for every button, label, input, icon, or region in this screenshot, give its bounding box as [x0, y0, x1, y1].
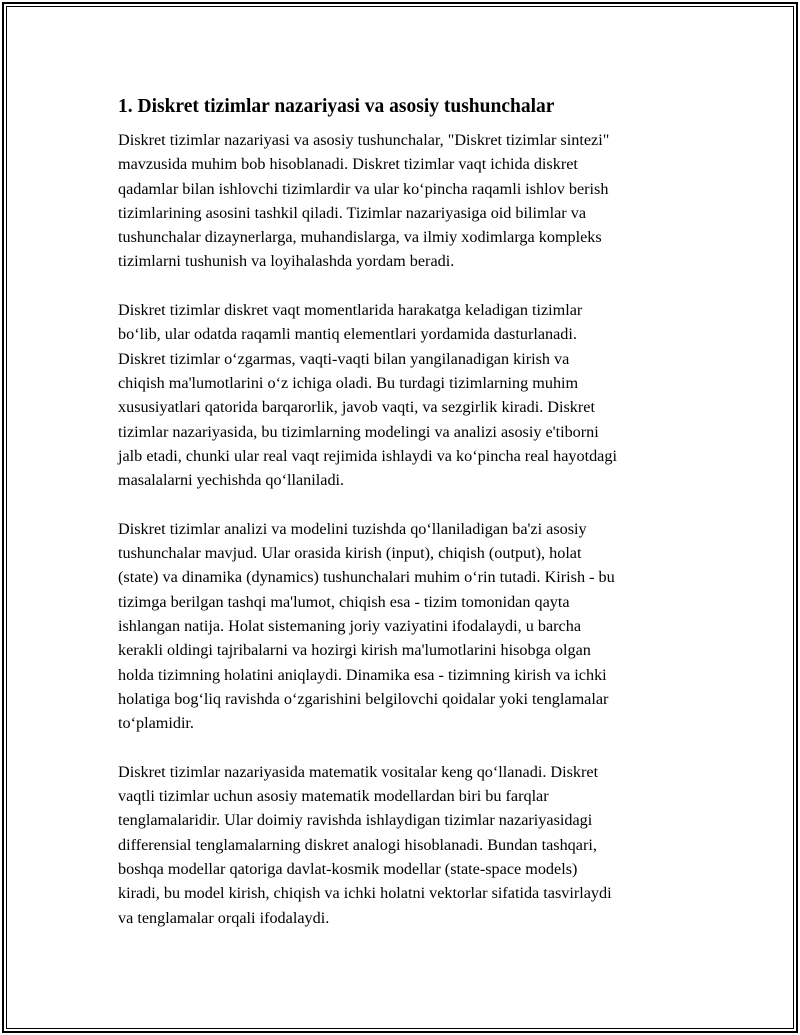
paragraph-1: [118, 128, 698, 274]
text-line: tizimlarni tushunish va loyihalashda yordam beradi.: [118, 252, 455, 271]
text-line: differensial tenglamalarning diskret analogi hisoblanadi. Bundan tashqari,: [118, 835, 597, 854]
text-line: bo‘lib, ular odatda raqamli mantiq elementlari yordamida dasturlanadi.: [118, 325, 577, 344]
paragraph-2: [118, 298, 698, 492]
text-line: chiqish ma'lumotlarini o‘z ichiga oladi. Bu turdagi tizimlarning muhim: [118, 373, 579, 392]
text-line: Diskret tizimlar o‘zgarmas, vaqti-vaqti bilan yangilanadigan kirish va: [118, 349, 570, 368]
text-line: (state) va dinamika (dynamics) tushunchalari muhim o‘rin tutadi. Kirish - bu: [118, 568, 615, 587]
text-line: Diskret tizimlar nazariyasida matematik vositalar keng qo‘llanadi. Diskret: [118, 762, 599, 781]
text-line: xususiyatlari qatorida barqarorlik, javob vaqti, va sezgirlik kiradi. Diskret: [118, 398, 595, 417]
paragraph-4: [118, 760, 698, 930]
text-line: jalb etadi, chunki ular real vaqt rejimida ishlaydi va ko‘pincha real hayotdagi: [118, 446, 617, 465]
text-line: tenglamalaridir. Ular doimiy ravishda ishlaydigan tizimlar nazariyasidagi: [118, 811, 593, 830]
text-line: boshqa modellar qatoriga davlat-kosmik modellar (state-space models): [118, 859, 578, 878]
text-line: ishlangan natija. Holat sistemaning joriy vaziyatini ifodalaydi, u barcha: [118, 616, 582, 635]
text-line: tushunchalar mavjud. Ular orasida kirish (input), chiqish (output), holat: [118, 544, 582, 563]
text-line: qadamlar bilan ishlovchi tizimlardir va ular ko‘pincha raqamli ishlov berish: [118, 179, 609, 198]
text-line: kerakli oldingi tajribalarni va hozirgi kirish ma'lumotlarini hisobga olgan: [118, 641, 591, 660]
text-line: Diskret tizimlar diskret vaqt momentlarida harakatga keladigan tizimlar: [118, 301, 583, 320]
text-line: Diskret tizimlar nazariyasi va asosiy tushunchalar, "Diskret tizimlar sintezi": [118, 131, 610, 149]
section-heading: 1. Diskret tizimlar nazariyasi va asosiy tushunchalar: [118, 96, 555, 117]
text-line: holda tizimning holatini aniqlaydi. Dinamika esa - tizimning kirish va ichki: [118, 665, 607, 684]
text-line: kiradi, bu model kirish, chiqish va ichki holatni vektorlar sifatida tasvirlaydi: [118, 884, 612, 903]
text-line: tushunchalar dizaynerlarga, muhandislarga, va ilmiy xodimlarga kompleks: [118, 228, 602, 247]
text-line: mavzusida muhim bob hisoblanadi. Diskret tizimlar vaqt ichida diskret: [118, 155, 578, 174]
text-line: tizimlarining asosini tashkil qiladi. Tizimlar nazariyasiga oid bilimlar va: [118, 203, 587, 222]
text-line: tizimga berilgan tashqi ma'lumot, chiqish esa - tizim tomonidan qayta: [118, 592, 570, 611]
text-line: tizimlar nazariyasida, bu tizimlarning modelingi va analizi asosiy e'tiborni: [118, 422, 599, 441]
text-line: Diskret tizimlar analizi va modelini tuzishda qo‘llaniladigan ba'zi asosiy: [118, 519, 587, 538]
text-line: masalalarni yechishda qo‘llaniladi.: [118, 471, 345, 490]
text-line: to‘plamidir.: [118, 714, 194, 733]
text-line: holatiga bog‘liq ravishda o‘zgarishini belgilovchi qoidalar yoki tenglamalar: [118, 689, 609, 708]
document-body: [118, 94, 698, 954]
text-line: vaqtli tizimlar uchun asosiy matematik modellardan biri bu farqlar: [118, 787, 549, 806]
text-line: va tenglamalar orqali ifodalaydi.: [118, 908, 330, 927]
paragraph-3: [118, 517, 698, 736]
